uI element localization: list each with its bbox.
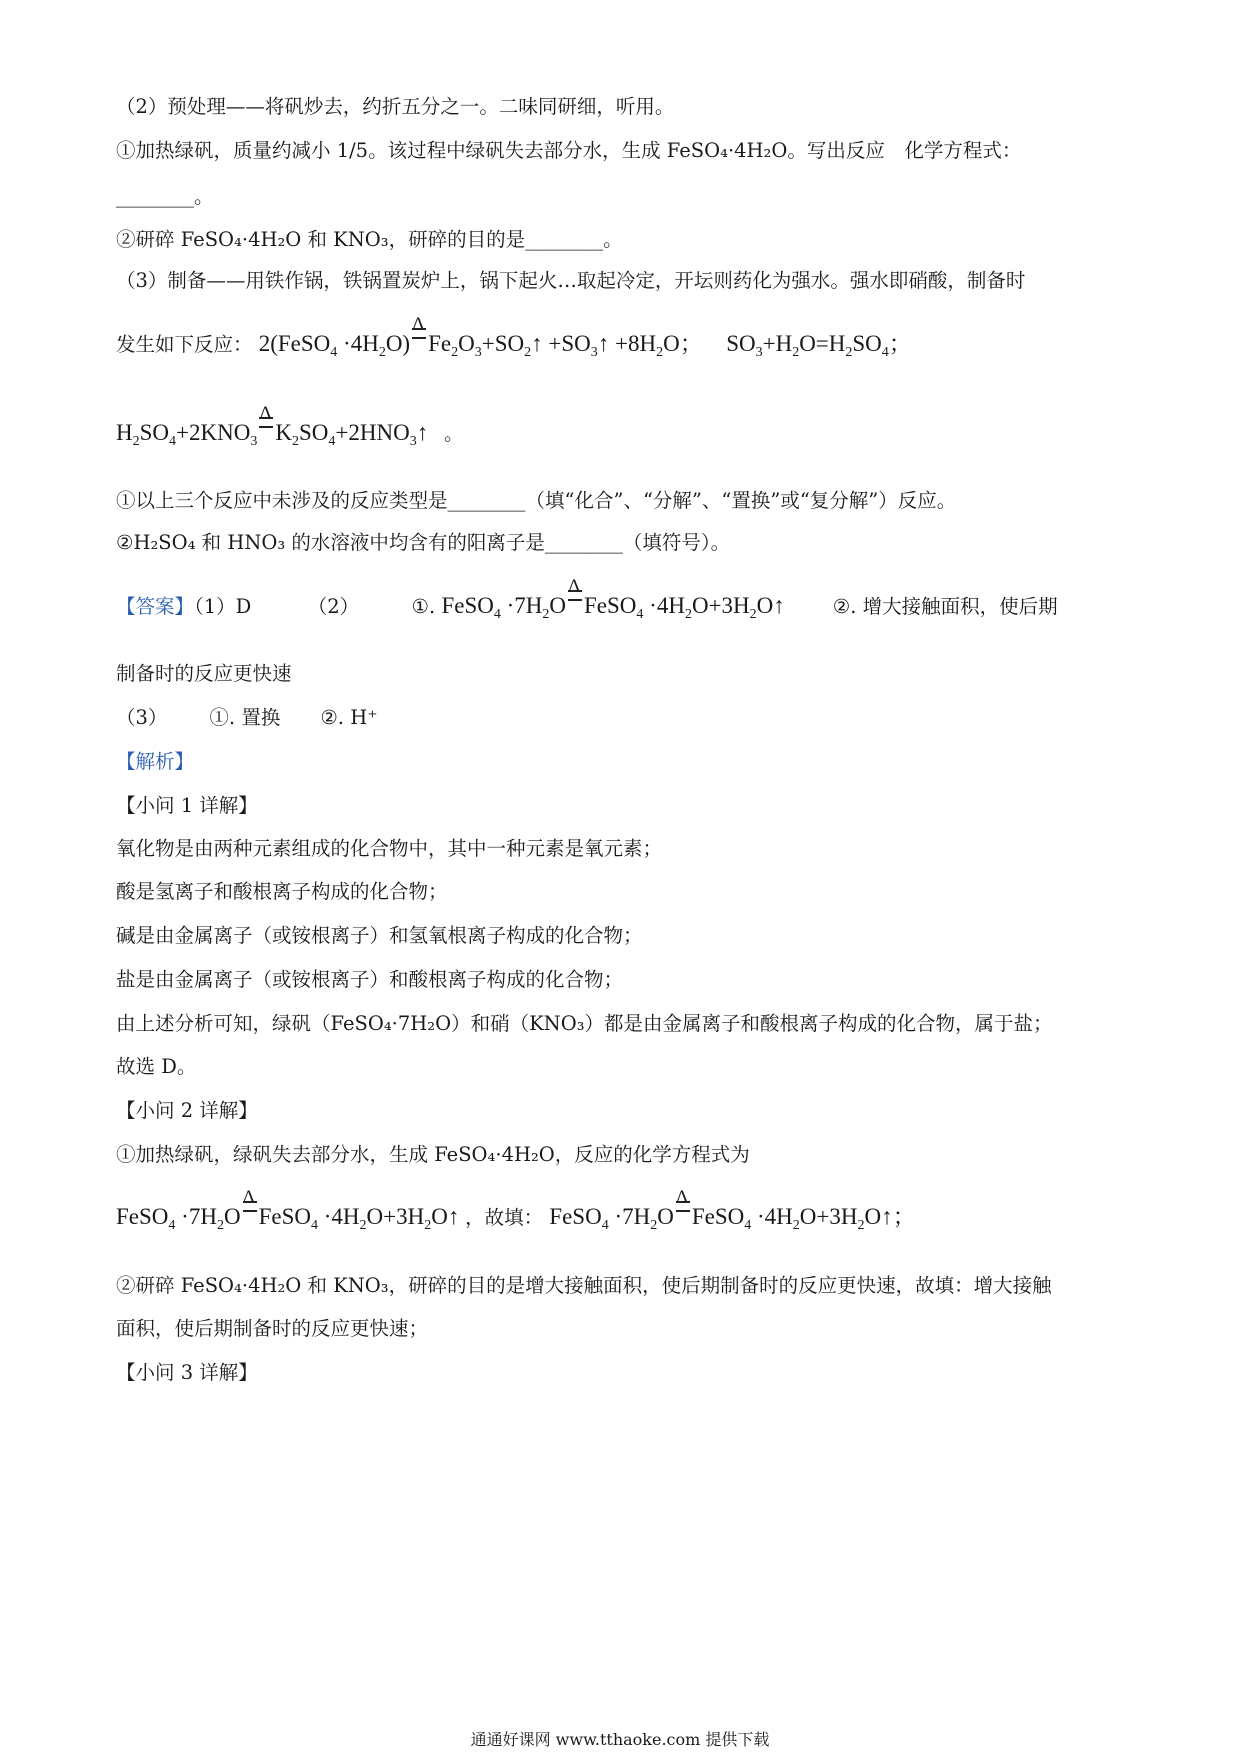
subquestion-heading: 【小问 3 详解】 bbox=[116, 1361, 258, 1384]
equation: FeSO$_4$ $\cdot 7H_2O$ Δ FeSO$_4$ $\cdot 4H_2O+3H_2O↑$； bbox=[549, 1187, 916, 1233]
heat-equals-symbol: Δ bbox=[566, 593, 584, 613]
text-span: 发生如下反应： bbox=[116, 333, 253, 356]
text-line: ②H₂SO₄ 和 HNO₃ 的水溶液中均含有的阳离子是________（填符号）。 bbox=[116, 531, 731, 554]
subquestion-heading: 【小问 1 详解】 bbox=[116, 794, 258, 817]
equation: 2(FeSO$_4$ $\cdot 4H_2O$) Δ $Fe_2O_3+SO_2↑$ $+SO_3↑ +8H_2O$； $SO_3+H_2O=H_2SO_4$； bbox=[258, 314, 912, 360]
text-line: 氧化物是由两种元素组成的化合物中，其中一种元素是氧元素； bbox=[116, 837, 663, 860]
text-line: （3）制备——用铁作锅，铁锅置炭炉上，锅下起火…取起冷定，开坛则药化为强水。强水即硝酸，制备时 bbox=[116, 269, 1026, 292]
heat-equals-symbol: Δ bbox=[241, 1204, 259, 1224]
text-line: ②研碎 FeSO₄·4H₂O 和 KNO₃，研碎的目的是________。 bbox=[116, 228, 623, 251]
heat-equals-symbol: Δ bbox=[257, 420, 275, 440]
text-span: 。 bbox=[443, 422, 464, 445]
text-line: 制备时的反应更快速 bbox=[116, 662, 292, 685]
equation: FeSO$_4$ $\cdot 7H_2O$ Δ FeSO$_4$ $\cdot 4H_2O+3H_2O↑$ bbox=[441, 576, 785, 622]
equation: FeSO$_4$ $\cdot 7H_2O$ Δ FeSO$_4$ $\cdot 4H_2O+3H_2O↑$ bbox=[116, 1187, 460, 1233]
text-line: 碱是由金属离子（或铵根离子）和氢氧根离子构成的化合物； bbox=[116, 924, 643, 947]
text-line: 盐是由金属离子（或铵根离子）和酸根离子构成的化合物； bbox=[116, 968, 624, 991]
equation-line bbox=[116, 314, 1140, 360]
text-span: ①. bbox=[411, 595, 436, 618]
text-line: 酸是氢离子和酸根离子构成的化合物； bbox=[116, 880, 448, 903]
heat-equals-symbol: Δ bbox=[674, 1204, 692, 1224]
subquestion-heading: 【小问 2 详解】 bbox=[116, 1099, 258, 1122]
equation: $H_2SO_4+2KNO_3$ Δ $K_2SO_4+2HNO_3↑$ bbox=[116, 403, 429, 449]
equation-line bbox=[116, 1187, 1140, 1233]
text-span: （2） bbox=[307, 595, 360, 618]
analysis-label: 【解析】 bbox=[116, 750, 195, 773]
text-span: ，故填： bbox=[465, 1206, 544, 1229]
answer-line: （3） ①. 置换 ②. H⁺ bbox=[116, 706, 378, 729]
text-line: ①加热绿矾，绿矾失去部分水，生成 FeSO₄·4H₂O，反应的化学方程式为 bbox=[116, 1143, 750, 1166]
text-line: ②研碎 FeSO₄·4H₂O 和 KNO₃，研碎的目的是增大接触面积，使后期制备时的反应更快速，故填：增大接触 bbox=[116, 1274, 1052, 1297]
text-line: 面积，使后期制备时的反应更快速； bbox=[116, 1317, 429, 1340]
equation-line bbox=[116, 403, 1140, 449]
text-line: （2）预处理——将矾炒去，约折五分之一。二味同研细，听用。 bbox=[116, 95, 675, 118]
text-line: ①加热绿矾，质量约减小 1/5。该过程中绿矾失去部分水，生成 FeSO₄·4H₂O。写出反应 化学方程式： bbox=[116, 139, 1022, 162]
text-line: ①以上三个反应中未涉及的反应类型是________（填“化合”、“分解”、“置换”或“复分解”）反应。 bbox=[116, 489, 957, 512]
answer-line bbox=[116, 576, 1140, 622]
text-line: 由上述分析可知，绿矾（FeSO₄·7H₂O）和硝（KNO₃）都是由金属离子和酸根离子构成的化合物，属于盐； bbox=[116, 1012, 1053, 1035]
answer-label: 【答案】 bbox=[116, 595, 195, 618]
text-line: ________。 bbox=[116, 185, 214, 208]
heat-equals-symbol: Δ bbox=[410, 331, 428, 351]
text-span: ②. 增大接触面积，使后期 bbox=[832, 595, 1058, 618]
text-span: （1）D bbox=[194, 595, 252, 618]
footer-text: 通通好课网 www.tthaoke.com 提供下载 bbox=[470, 1730, 770, 1749]
text-line: 故选 D。 bbox=[116, 1055, 197, 1078]
